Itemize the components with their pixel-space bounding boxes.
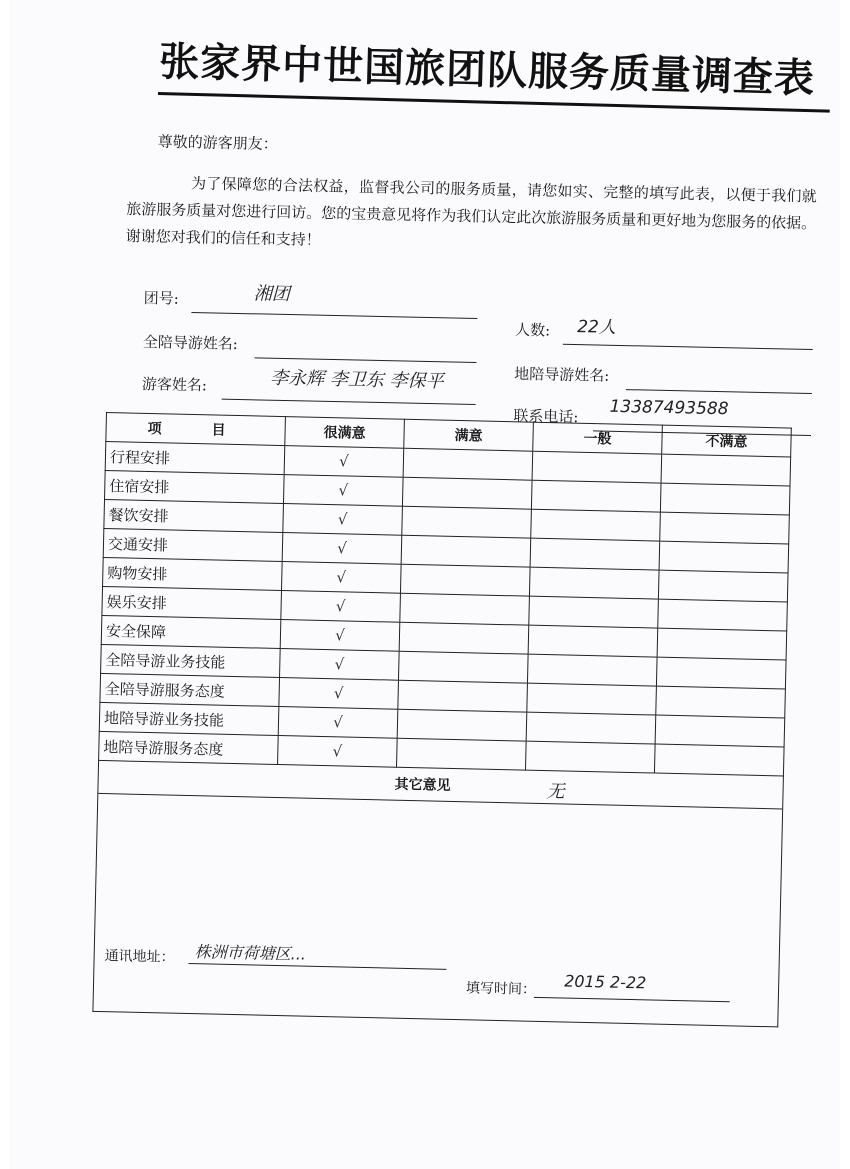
satisfied-cell[interactable] <box>400 564 530 596</box>
row-label: 购物安排 <box>103 557 283 590</box>
satisfied-cell[interactable] <box>397 709 527 741</box>
very-satisfied-cell[interactable]: √ <box>281 591 401 623</box>
row-label: 住宿安排 <box>105 470 285 503</box>
satisfied-cell[interactable] <box>403 448 533 480</box>
unsatisfied-cell[interactable] <box>658 599 788 631</box>
row-label: 全陪导游服务态度 <box>100 673 280 706</box>
average-cell[interactable] <box>527 683 657 715</box>
intro-paragraph <box>125 169 817 264</box>
unsatisfied-cell[interactable] <box>661 454 791 486</box>
unsatisfied-cell[interactable] <box>656 657 786 689</box>
team-no-label: 团号: <box>143 288 179 308</box>
row-label: 地陪导游业务技能 <box>99 702 279 735</box>
other-opinions-box[interactable] <box>92 761 784 1027</box>
very-satisfied-cell[interactable]: √ <box>283 504 403 536</box>
team-no-value: 湘团 <box>253 283 291 306</box>
average-cell[interactable] <box>527 654 657 686</box>
address-label: 通讯地址： <box>104 948 175 966</box>
average-cell[interactable] <box>531 509 661 541</box>
average-cell[interactable] <box>526 712 656 744</box>
full-guide-field[interactable] <box>143 331 238 354</box>
satisfied-cell[interactable] <box>400 593 530 625</box>
survey-table <box>98 412 792 776</box>
date-label: 填写时间： <box>465 980 537 998</box>
average-cell[interactable] <box>532 451 662 483</box>
average-cell[interactable] <box>531 480 661 512</box>
unsatisfied-cell[interactable] <box>654 744 784 776</box>
address-value: 株洲市荷塘区... <box>194 942 307 964</box>
very-satisfied-cell[interactable]: √ <box>283 475 403 507</box>
unsatisfied-cell[interactable] <box>660 512 790 544</box>
very-satisfied-cell[interactable]: √ <box>281 562 401 594</box>
row-label: 餐饮安排 <box>104 499 284 532</box>
unsatisfied-cell[interactable] <box>659 541 789 573</box>
full-guide-label: 全陪导游姓名: <box>142 332 239 353</box>
row-label: 地陪导游服务态度 <box>99 731 279 764</box>
tourist-name-field[interactable] <box>141 367 444 395</box>
row-label: 行程安排 <box>105 442 285 475</box>
very-satisfied-cell[interactable]: √ <box>279 678 399 710</box>
satisfied-cell[interactable] <box>398 680 528 712</box>
average-cell[interactable] <box>529 596 659 628</box>
very-satisfied-cell[interactable]: √ <box>282 533 402 565</box>
people-value: 22人 <box>577 317 617 338</box>
row-label: 安全保障 <box>101 615 281 648</box>
survey-table-wrap <box>92 412 794 1039</box>
intro-block <box>125 128 817 264</box>
unsatisfied-cell[interactable] <box>655 715 785 747</box>
header-very-satisfied: 很满意 <box>285 417 405 449</box>
average-cell[interactable] <box>525 741 655 773</box>
average-cell[interactable] <box>529 567 659 599</box>
average-cell[interactable] <box>528 625 658 657</box>
unsatisfied-cell[interactable] <box>656 686 786 718</box>
row-label: 交通安排 <box>103 528 283 561</box>
satisfied-cell[interactable] <box>397 738 527 770</box>
unsatisfied-cell[interactable] <box>660 483 790 515</box>
satisfied-cell[interactable] <box>402 506 532 538</box>
address-line[interactable] <box>188 963 446 970</box>
phone-value: 13387493588 <box>609 396 729 420</box>
header-unsatisfied: 不满意 <box>662 425 792 457</box>
opinion-label: 其它意见 <box>394 776 451 794</box>
phone-label: 联系电话: <box>513 406 579 427</box>
team-no-field[interactable] <box>143 283 291 309</box>
very-satisfied-cell[interactable]: √ <box>278 706 398 738</box>
people-field[interactable] <box>514 317 617 341</box>
header-satisfied: 满意 <box>404 419 534 451</box>
very-satisfied-cell[interactable]: √ <box>284 446 404 478</box>
opinion-value: 无 <box>546 781 565 803</box>
unsatisfied-cell[interactable] <box>657 628 787 660</box>
date-line[interactable] <box>534 997 730 1002</box>
survey-sheet <box>10 0 840 1169</box>
very-satisfied-cell[interactable]: √ <box>280 649 400 681</box>
greeting: 尊敬的游客朋友： <box>157 132 278 154</box>
tourist-name-label: 游客姓名: <box>141 374 208 395</box>
local-guide-field[interactable] <box>514 363 609 386</box>
very-satisfied-cell[interactable]: √ <box>280 620 400 652</box>
header-item: 项 目 <box>106 413 286 446</box>
unsatisfied-cell[interactable] <box>658 570 788 602</box>
date-value: 2015 2-22 <box>563 971 647 993</box>
header-average: 一般 <box>533 422 663 454</box>
people-label: 人数: <box>514 320 551 340</box>
average-cell[interactable] <box>530 538 660 570</box>
info-fields <box>141 285 824 434</box>
local-guide-label: 地陪导游姓名: <box>514 364 610 385</box>
page-title: 张家界中世国旅团队服务质量调查表 <box>158 38 816 103</box>
satisfied-cell[interactable] <box>398 651 528 683</box>
tourist-name-value: 李永辉 李卫东 李保平 <box>269 367 444 393</box>
satisfied-cell[interactable] <box>402 477 532 509</box>
row-label: 娱乐安排 <box>102 586 282 619</box>
intro-text: 为了保障您的合法权益，监督我公司的服务质量，请您如实、完整的填写此表，以便于我们就旅游服务质量对您进行回访。您的宝贵意见将作为我们认定此次旅游服务质量和更好地为您服务的依据。谢谢您对我们的信任和支持！ <box>125 174 817 250</box>
satisfied-cell[interactable] <box>399 622 529 654</box>
satisfied-cell[interactable] <box>401 535 531 567</box>
row-label: 全陪导游业务技能 <box>101 644 281 677</box>
very-satisfied-cell[interactable]: √ <box>278 735 398 767</box>
